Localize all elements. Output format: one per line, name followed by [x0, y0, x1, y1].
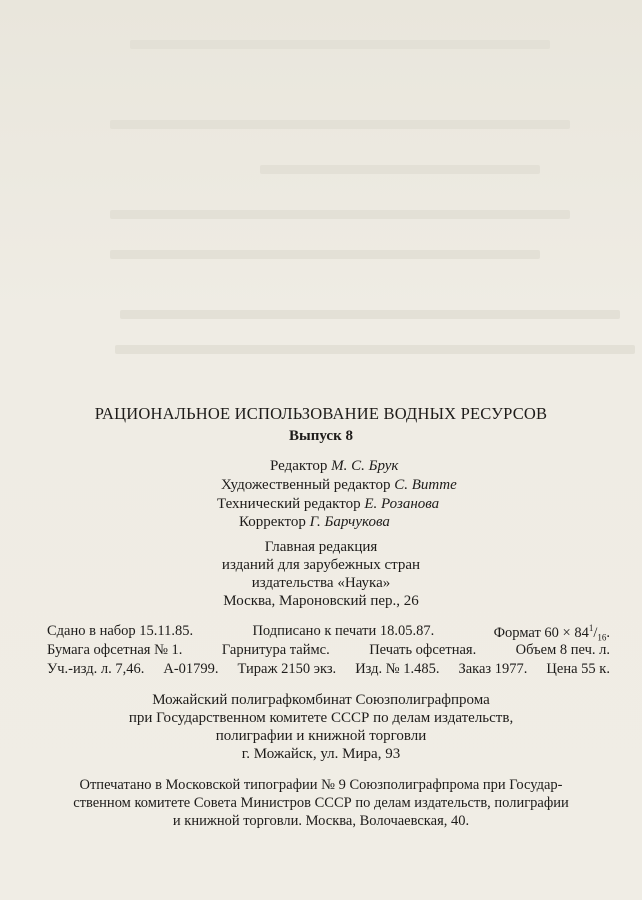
credit-name: М. С. Брук — [331, 458, 399, 474]
credit-role: Корректор — [239, 514, 306, 530]
imprint-price: Цена 55 к. — [546, 661, 610, 677]
publisher-address: Москва, Мароновский пер., 26 — [223, 593, 419, 609]
credit-role: Редактор — [270, 458, 328, 474]
imprint-line-3 — [47, 661, 610, 678]
publisher-line: издательства «Наука» — [251, 575, 391, 591]
publisher-line: Главная редакция — [264, 539, 378, 555]
imprint-typeface: Гарнитура таймс. — [221, 642, 330, 658]
show-through — [260, 165, 540, 174]
imprint-edition-number: Изд. № 1.485. — [355, 661, 440, 677]
imprint-format: Формат $60 \times 84^1/_{16}$. — [493, 623, 610, 643]
credit-name: С. Витте — [394, 477, 457, 493]
credit-role: Технический редактор — [217, 496, 361, 512]
imprint-typeset-date: Сдано в набор 15.11.85. — [47, 623, 194, 639]
imprint-line-1 — [47, 623, 610, 643]
printer-line: Можайский полиграфкомбинат Союзполиграфпрома — [152, 692, 490, 708]
show-through — [115, 345, 635, 354]
credit-name: Г. Барчукова — [309, 514, 390, 530]
printer-address: г. Можайск, ул. Мира, 93 — [241, 746, 401, 762]
show-through — [110, 250, 540, 259]
printed-at-line: Отпечатано в Московской типографии № 9 Союзполиграфпрома при Государ- — [79, 777, 563, 793]
imprint-order: Заказ 1977. — [458, 661, 528, 677]
show-through — [110, 210, 570, 219]
show-through — [120, 310, 620, 319]
imprint-pub-sheets: Уч.-изд. л. 7,46. — [47, 661, 145, 677]
imprint-paper: Бумага офсетная № 1. — [47, 642, 183, 658]
issue-number: Выпуск 8 — [289, 428, 353, 444]
printer-line: при Государственном комитете СССР по делам издательств, — [128, 710, 514, 726]
imprint-print-run: Тираж 2150 экз. — [237, 661, 337, 677]
imprint-line-2 — [47, 642, 610, 659]
imprint-signed-date: Подписано к печати 18.05.87. — [252, 623, 435, 639]
printed-at-line: и книжной торговли. Москва, Волочаевская, 40. — [172, 813, 470, 829]
imprint-code: А-01799. — [163, 661, 219, 677]
printed-at-line: ственном комитете Совета Министров СССР по делам издательств, полиграфии — [73, 795, 569, 811]
imprint-volume: Объем 8 печ. л. — [515, 642, 610, 658]
imprint-printing: Печать офсетная. — [369, 642, 477, 658]
credit-role: Художественный редактор — [221, 477, 391, 493]
credit-editor — [270, 458, 398, 475]
credit-tech-editor — [217, 496, 439, 513]
credit-art-editor — [221, 477, 457, 494]
publisher-line: изданий для зарубежных стран — [221, 557, 421, 573]
book-title: РАЦИОНАЛЬНОЕ ИСПОЛЬЗОВАНИЕ ВОДНЫХ РЕСУРСОВ — [94, 404, 548, 423]
show-through — [130, 40, 550, 49]
credit-proofreader — [239, 514, 390, 531]
show-through — [110, 120, 570, 129]
printer-line: полиграфии и книжной торговли — [215, 728, 427, 744]
credit-name: Е. Розанова — [364, 496, 440, 512]
